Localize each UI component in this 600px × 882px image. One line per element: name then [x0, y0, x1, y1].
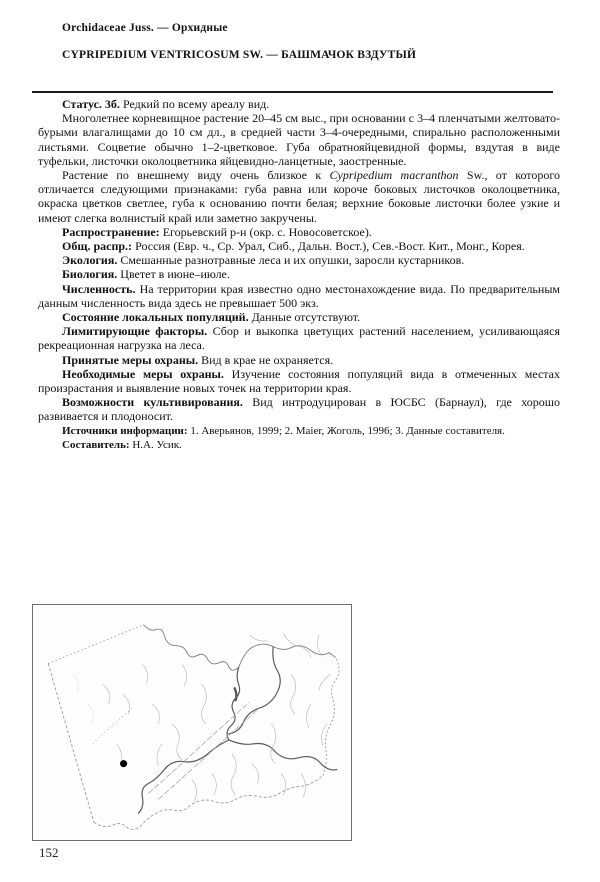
paragraph-text: Вид интродуцирован в ЮСБС (Барнаул), где хорошо развивается и плодоносит. — [38, 395, 560, 424]
paragraph-abundance — [38, 282, 560, 310]
paragraph-sources — [38, 424, 560, 438]
horizontal-rule — [32, 91, 553, 93]
paragraph-text: Растение по внешнему виду очень близкое к — [62, 168, 330, 183]
paragraph-text: На территории края известно одно местонахождение вида. По предварительным данным численность вида здесь не превышает 500 экз. — [38, 281, 560, 310]
region-border — [48, 625, 339, 830]
paragraph-lead: Распространение: — [62, 224, 160, 239]
paragraph-lead: Необходимые меры охраны. — [62, 366, 224, 381]
paragraph-lead: Возможности культивирования. — [62, 395, 243, 410]
paragraph-general-distribution — [38, 239, 560, 253]
paragraph-text: Егорьевский р-н (окр. с. Новосоветское). — [159, 224, 372, 239]
paragraph-lead: Статус. 3б. — [62, 97, 120, 111]
paragraph-morphology — [38, 111, 560, 168]
paragraph-lead: Принятые меры охраны. — [62, 352, 199, 367]
paragraph-comparison — [38, 168, 560, 225]
distribution-map — [32, 604, 352, 841]
paragraph-local-populations — [38, 310, 560, 324]
paragraph-text: Цветет в июне–июле. — [117, 267, 230, 282]
species-article — [38, 97, 560, 452]
species-latin-name: Cypripedium macranthon — [329, 168, 459, 183]
paragraph-text: Вид в крае не охраняется. — [198, 352, 334, 367]
paragraph-lead: Общ. распр.: — [62, 239, 133, 254]
distribution-map-drawing — [33, 605, 351, 840]
paragraph-text: Смешанные разнотравные леса и их опушки, заросли кустарников. — [117, 253, 465, 268]
valley-ridges — [93, 702, 260, 799]
page-number: 152 — [39, 845, 59, 860]
paragraph-ecology — [38, 253, 560, 267]
paragraph-lead: Источники информации: — [62, 424, 188, 437]
tributary-rivers — [73, 633, 331, 802]
species-title: CYPRIPEDIUM VENTRICOSUM SW. — БАШМАЧОК ВЗДУТЫЙ — [62, 49, 417, 61]
paragraph-biology — [38, 267, 560, 281]
paragraph-lead: Составитель: — [62, 438, 130, 451]
paragraph-lead: Экология. — [62, 253, 118, 268]
main-rivers — [138, 647, 336, 814]
paragraph-text: Сбор и выкопка цветущих растений населением, усиливающаяся рекреационная нагрузка на леса. — [38, 324, 560, 353]
distribution-marker — [120, 760, 127, 767]
paragraph-text: 1. Аверьянов, 1999; 2. Maier, Жоголь, 1996; 3. Данные составителя. — [187, 424, 505, 437]
family-title: Orchidaceae Juss. — Орхидные — [62, 22, 228, 34]
north-river — [143, 625, 335, 670]
paragraph-text: Н.А. Усик. — [129, 438, 182, 451]
paragraph-lead: Лимитирующие факторы. — [62, 324, 208, 339]
paragraph-text: Sw., от которого отличается следующими признаками: губа равна или короче боковых листочков околоцветника, окраска цветков светлее, губа к основанию почти белая; верхние боковые листочки более узкие и имеют слегка волнистый край или заметно закручены. — [38, 168, 561, 225]
paragraph-lead: Биология. — [62, 267, 118, 282]
paragraph-lead: Численность. — [62, 281, 136, 296]
paragraph-text: Многолетнее корневищное растение 20–45 см выс., при основании с 3–4 пленчатыми желтовато-бурыми влагалищами до 10 см дл., в средней части 3–4-очередными, спирально расположенными листьями. Соцветие обычно 1–2-цветковое. Губа обратнояйцевидной формы, вздутая в виде туфельки, листочки околоцветника яйцевидно-ланцетные, заостренные. — [38, 111, 560, 168]
page-header — [38, 22, 560, 76]
paragraph-protection-taken — [38, 353, 560, 367]
paragraph-compiler — [38, 438, 560, 452]
paragraph-text: Россия (Евр. ч., Ср. Урал, Сиб., Дальн. Вост.), Сев.-Вост. Кит., Монг., Корея. — [132, 239, 525, 254]
paragraph-protection-needed — [38, 367, 560, 395]
paragraph-distribution — [38, 225, 560, 239]
paragraph-lead: Состояние локальных популяций. — [62, 310, 249, 325]
paragraph-limiting-factors — [38, 324, 560, 352]
paragraph-text: Редкий по всему ареалу вид. — [119, 97, 270, 111]
paragraph-text: Изучение состояния популяций вида в отмеченных местах произрастания и выявление новых точек на территории края. — [38, 366, 560, 396]
paragraph-text: Данные отсутствуют. — [248, 310, 361, 325]
paragraph-status — [38, 97, 560, 111]
paragraph-cultivation — [38, 395, 560, 423]
